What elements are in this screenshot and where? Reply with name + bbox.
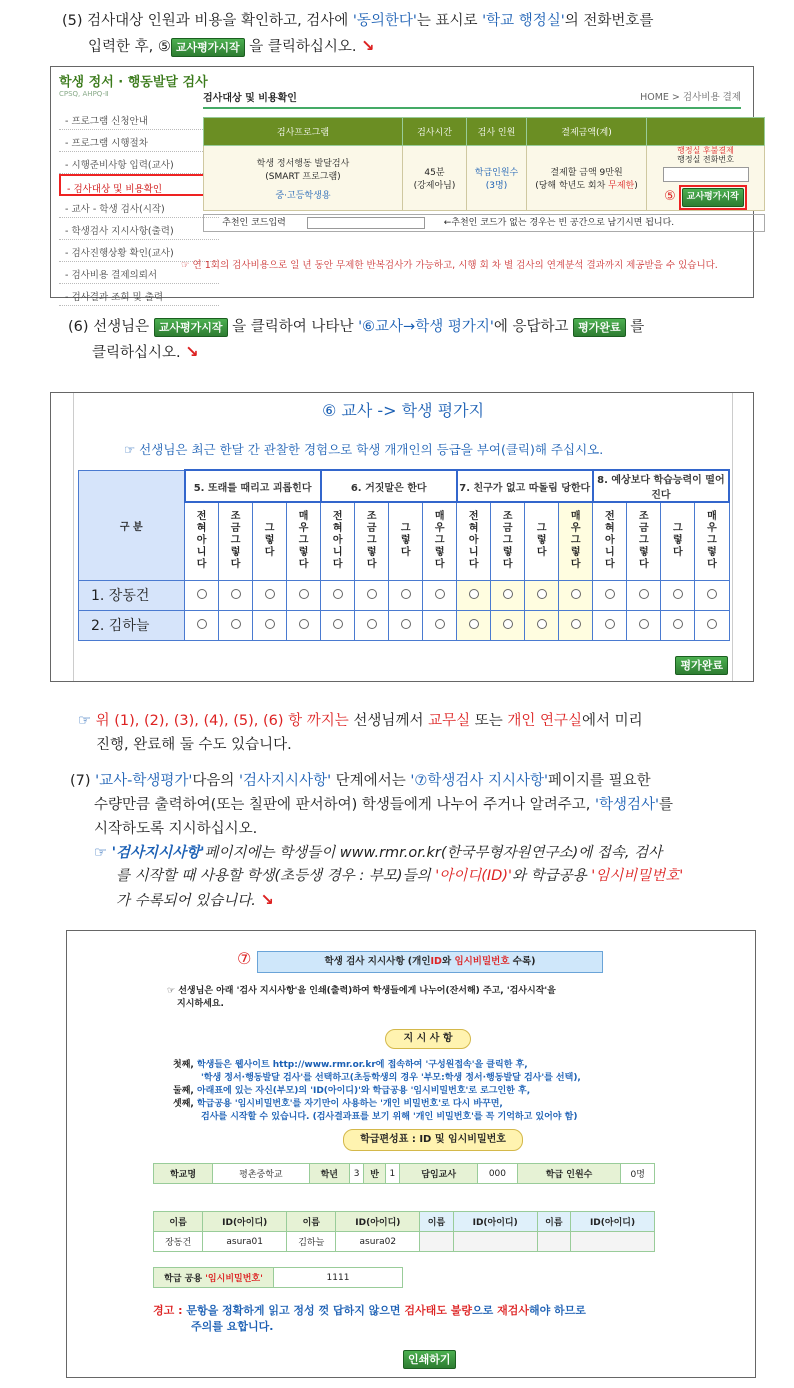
rating-cell (423, 610, 457, 640)
note-line1: ☞ 위 (1), (2), (3), (4), (5), (6) 항 까지는 선생님께서 교무실 또는 개인 연구실에서 미리 (78, 713, 643, 729)
radio-button[interactable] (265, 619, 275, 629)
payment-screenshot (50, 66, 754, 303)
rating-cell (287, 610, 321, 640)
rating-cell (321, 610, 355, 640)
id-cell (571, 1232, 655, 1252)
rating-cell (219, 580, 253, 610)
warning-text: 경고 : 문항을 정확하게 읽고 정성 껏 답하지 않으면 검사태도 불량으로 재검사해야 하므로 주의를 요합니다. (153, 1304, 586, 1333)
id-cell: 장동건 (154, 1232, 203, 1252)
rating-cell (185, 580, 219, 610)
id-cell (420, 1232, 453, 1252)
rating-cell (491, 610, 525, 640)
rating-cell (321, 580, 355, 610)
option-header: 전 혀 아 니 다 (321, 502, 355, 580)
radio-button[interactable] (231, 589, 241, 599)
program-cell: 학생 정서행동 발달검사 (SMART 프로그램) 중·고등학생용 (204, 146, 403, 211)
step-number: ⑦ (237, 949, 252, 968)
id-header: 이름 (537, 1212, 570, 1232)
step5-line1: (5) 검사대상 인원과 비용을 확인하고, 검사에 '동의한다'는 표시로 '학교 행정실'의 전화번호를 (62, 13, 654, 29)
rating-cell (593, 580, 627, 610)
breadcrumb: HOME > 검사비용 결제 (640, 92, 741, 103)
arrow-icon: ↘ (361, 36, 375, 55)
id-cell: 김하늘 (287, 1232, 336, 1252)
sidebar-item[interactable]: - 프로그램 시행절차 (59, 130, 219, 152)
radio-button[interactable] (435, 619, 445, 629)
info-label: 담임교사 (400, 1164, 478, 1184)
radio-button[interactable] (639, 589, 649, 599)
id-header: 이름 (287, 1212, 336, 1232)
option-header: 그 렇 다 (253, 502, 287, 580)
radio-button[interactable] (673, 589, 683, 599)
rating-cell (695, 610, 729, 640)
time-cell: 45분 (강제아님) (403, 146, 467, 211)
rating-cell (661, 610, 695, 640)
info-value: 1 (385, 1164, 400, 1184)
brand-subtitle: CPSQ, AHPQ-Ⅱ (59, 90, 109, 98)
step5-line2: 입력한 후, ⑤ 교사평가시작 을 클릭하십시오. ↘ (88, 36, 375, 55)
step7-line1: (7) '교사-학생평가'다음의 '검사지시사항' 단계에서는 '⑦학생검사 지시사항'페이지를 필요한 (70, 773, 651, 789)
instructions-screenshot (66, 930, 756, 1378)
sidebar-item[interactable]: - 학생검사 지시사항(출력) (59, 218, 219, 240)
radio-button[interactable] (231, 619, 241, 629)
instructions-title: 학생 검사 지시사항 (개인ID와 임시비밀번호 수록) (257, 951, 603, 973)
group-header: 8. 예상보다 학습능력이 떨어진다 (593, 470, 729, 502)
sidebar-item[interactable]: - 시행준비사항 입력(교사) (59, 152, 219, 174)
payment-table (203, 117, 765, 211)
col-time: 검사시간 (403, 118, 467, 146)
radio-button[interactable] (197, 619, 207, 629)
radio-button[interactable] (707, 619, 717, 629)
eval-instruction: ☞ 선생님은 최근 한달 간 관찰한 경험으로 학생 개개인의 등급을 부여(클릭)해 주십시오. (124, 442, 604, 457)
radio-button[interactable] (537, 589, 547, 599)
recommender-input[interactable] (307, 217, 425, 229)
radio-button[interactable] (299, 589, 309, 599)
radio-button[interactable] (265, 589, 275, 599)
rating-cell (219, 610, 253, 640)
step7-line3: 시작하도록 지시하십시오. (94, 821, 258, 837)
class-table-pill: 학급편성표 : ID 및 임시비밀번호 (343, 1129, 523, 1151)
rating-cell (559, 580, 593, 610)
rating-cell (627, 580, 661, 610)
radio-button[interactable] (333, 589, 343, 599)
instructions-pill: 지 시 사 항 (385, 1029, 471, 1049)
rating-cell (525, 610, 559, 640)
radio-button[interactable] (673, 619, 683, 629)
radio-button[interactable] (367, 589, 377, 599)
col-count: 검사 인원 (467, 118, 527, 146)
student-name: 1. 장동건 (79, 580, 185, 610)
option-header: 조 금 그 렇 다 (491, 502, 525, 580)
rating-cell (287, 580, 321, 610)
radio-button[interactable] (571, 619, 581, 629)
step6-line2: 클릭하십시오. ↘ (92, 342, 199, 361)
sidebar-item[interactable]: - 검사대상 및 비용확인 (59, 174, 219, 196)
eval-done-button-inline[interactable]: 평가완료 (573, 318, 626, 337)
page-header (203, 89, 741, 109)
group-header: 6. 거짓말은 한다 (321, 470, 457, 502)
radio-button[interactable] (503, 619, 513, 629)
rating-cell (627, 610, 661, 640)
eval-title: ⑥ 교사 -> 학생 평가지 (321, 401, 485, 420)
rating-cell (185, 610, 219, 640)
intro-text: ☞ 선생님은 아래 '검사 지시사항'을 인쇄(출력)하여 학생들에게 나누어(잔서해) 주고, '검사시작'을 지시하세요. (167, 986, 556, 1009)
info-label: 학교명 (154, 1164, 213, 1184)
group-header: 5. 또래를 때리고 괴롭힌다 (185, 470, 321, 502)
arrow-icon: ↘ (185, 342, 199, 361)
eval-done-button[interactable]: 평가완료 (675, 656, 728, 675)
option-header: 전 혀 아 니 다 (593, 502, 627, 580)
radio-button[interactable] (299, 619, 309, 629)
note-line2: 진행, 완료해 둘 수도 있습니다. (96, 737, 292, 753)
id-header: ID(아이디) (203, 1212, 287, 1232)
brand-title: 학생 정서 · 행동발달 검사 (59, 75, 208, 90)
rating-cell (593, 610, 627, 640)
radio-button[interactable] (401, 619, 411, 629)
sidebar-item[interactable]: - 프로그램 신청안내 (59, 108, 219, 130)
id-cell (537, 1232, 570, 1252)
radio-button[interactable] (197, 589, 207, 599)
radio-button[interactable] (435, 589, 445, 599)
id-header: ID(아이디) (571, 1212, 655, 1232)
option-header: 매 우 그 렇 다 (695, 502, 729, 580)
info-label: 반 (364, 1164, 385, 1184)
step6-line1: (6) 선생님은 교사평가시작 을 클릭하여 나타난 '⑥교사→학생 평가지'에 응답하고 평가완료 를 (68, 319, 645, 335)
id-table (153, 1211, 655, 1252)
radio-button[interactable] (605, 619, 615, 629)
amount-cell: 결제할 금액 9만원 (당해 학년도 회차 무제한) (527, 146, 647, 211)
rating-cell (253, 580, 287, 610)
option-header: 그 렇 다 (661, 502, 695, 580)
info-value: 000 (478, 1164, 518, 1184)
instructions-list: 첫째, 학생들은 웹사이트 http://www.rmr.or.kr에 접속하여 '구성원접속'을 클릭한 후, '학생 정서·행동발달 검사'를 선택하고(초등학생의 경우 '부모:학생 정서·행동발달 검사'를 선택), 둘째, 아래표에 있는 자신(부모)의 'ID(아이디)'와 학급공용 '임시비밀번호'로 로그인한 후, 셋째, 학급공용 '임시비밀번호'를 자기만이 사용하는 '개인 비밀번호'로 다시 바꾸면, 검사를 시작할 수 있습니다. (검사결과표를 보기 위해 '개인 비밀번호'를 꼭 기억하고 있어야 함) (173, 1060, 581, 1122)
rating-cell (253, 610, 287, 640)
option-header: 매 우 그 렇 다 (559, 502, 593, 580)
radio-button[interactable] (639, 619, 649, 629)
rating-cell (491, 580, 525, 610)
option-header: 그 렇 다 (525, 502, 559, 580)
col-amount: 결제금액(계) (527, 118, 647, 146)
id-header: ID(아이디) (453, 1212, 537, 1232)
rating-cell (559, 610, 593, 640)
rating-cell (423, 580, 457, 610)
page-title: 검사대상 및 비용확인 (203, 93, 297, 104)
password-value: 1111 (274, 1268, 403, 1288)
radio-button[interactable] (469, 589, 479, 599)
password-label: 학급 공용 '임시비밀번호' (154, 1268, 274, 1288)
rating-cell (389, 580, 423, 610)
info-label: 학년 (309, 1164, 349, 1184)
info-value: 평촌중학교 (212, 1164, 309, 1184)
rating-cell (389, 610, 423, 640)
col-action (647, 118, 765, 146)
info-label: 학급 인원수 (517, 1164, 621, 1184)
option-header: 매 우 그 렇 다 (287, 502, 321, 580)
id-header: 이름 (154, 1212, 203, 1232)
radio-button[interactable] (469, 619, 479, 629)
sidebar-item[interactable]: - 검사진행상황 확인(교사) (59, 240, 219, 262)
rating-cell (695, 580, 729, 610)
phone-input[interactable] (663, 167, 749, 182)
id-cell: asura01 (203, 1232, 287, 1252)
radio-button[interactable] (571, 589, 581, 599)
teacher-eval-start-button[interactable]: 교사평가시작 (171, 38, 245, 57)
info-value: 0명 (621, 1164, 655, 1184)
step7-sub3: 가 수록되어 있습니다. ↘ (116, 890, 274, 909)
option-header: 매 우 그 렇 다 (423, 502, 457, 580)
option-header: 전 혀 아 니 다 (457, 502, 491, 580)
radio-button[interactable] (333, 619, 343, 629)
radio-button[interactable] (707, 589, 717, 599)
sidebar-item[interactable]: - 검사비용 결제의뢰서 (59, 262, 219, 284)
step7-sub1: ☞ '검사지시사항'페이지에는 학생들이 www.rmr.or.kr(한국무형자원연구소)에 접속, 검사 (94, 845, 663, 861)
id-cell: asura02 (336, 1232, 420, 1252)
rating-cell (457, 610, 491, 640)
group-header: 7. 친구가 없고 따돌림 당한다 (457, 470, 593, 502)
count-cell: 학급인원수 (3명) (467, 146, 527, 211)
student-name: 2. 김하늘 (79, 610, 185, 640)
action-cell: 행정실 후불결제 행정실 전화번호 ⑤ 교사평가시작 (647, 146, 765, 211)
footnote: ☞ 연 1회의 검사비용으로 일 년 동안 무제한 반복검사가 가능하고, 시행 회 차 별 검사의 연계분석 결과까지 제공받을 수 있습니다. (181, 260, 718, 271)
start-eval-button[interactable]: 교사평가시작 (682, 188, 744, 207)
print-button[interactable]: 인쇄하기 (403, 1350, 456, 1369)
rating-cell (661, 580, 695, 610)
radio-button[interactable] (503, 589, 513, 599)
step7-sub2: 를 시작할 때 사용할 학생(초등생 경우 : 부모)들의 '아이디(ID)'와 학급공용 '임시비밀번호' (116, 868, 684, 884)
teacher-eval-start-button-2[interactable]: 교사평가시작 (154, 318, 228, 337)
radio-button[interactable] (367, 619, 377, 629)
col-program: 검사프로그램 (204, 118, 403, 146)
radio-button[interactable] (605, 589, 615, 599)
id-header: ID(아이디) (336, 1212, 420, 1232)
eval-sheet-screenshot (50, 392, 754, 682)
radio-button[interactable] (401, 589, 411, 599)
arrow-icon: ↘ (260, 890, 274, 909)
rating-cell (355, 610, 389, 640)
rating-cell (525, 580, 559, 610)
option-header: 조 금 그 렇 다 (219, 502, 253, 580)
recommender-row: 추천인 코드입력 ←추천인 코드가 없는 경우는 빈 공간으로 남기시면 됩니다. (203, 214, 765, 232)
option-header: 그 렇 다 (389, 502, 423, 580)
rating-cell (355, 580, 389, 610)
info-value: 3 (349, 1164, 364, 1184)
option-header: 조 금 그 렇 다 (355, 502, 389, 580)
sidebar-item[interactable]: - 교사 - 학생 검사(시작) (59, 196, 219, 218)
option-header: 조 금 그 렇 다 (627, 502, 661, 580)
class-info-table (153, 1163, 655, 1184)
sidebar-item[interactable]: - 검사결과 조회 및 출력 (59, 284, 219, 306)
id-header: 이름 (420, 1212, 453, 1232)
eval-table (78, 469, 730, 641)
radio-button[interactable] (537, 619, 547, 629)
password-table (153, 1267, 403, 1288)
rating-cell (457, 580, 491, 610)
id-cell (453, 1232, 537, 1252)
row-header: 구 분 (79, 470, 185, 580)
option-header: 전 혀 아 니 다 (185, 502, 219, 580)
step7-line2: 수량만큼 출력하여(또는 칠판에 판서하여) 학생들에게 나누어 주거나 알려주고, '학생검사'를 (94, 797, 674, 813)
